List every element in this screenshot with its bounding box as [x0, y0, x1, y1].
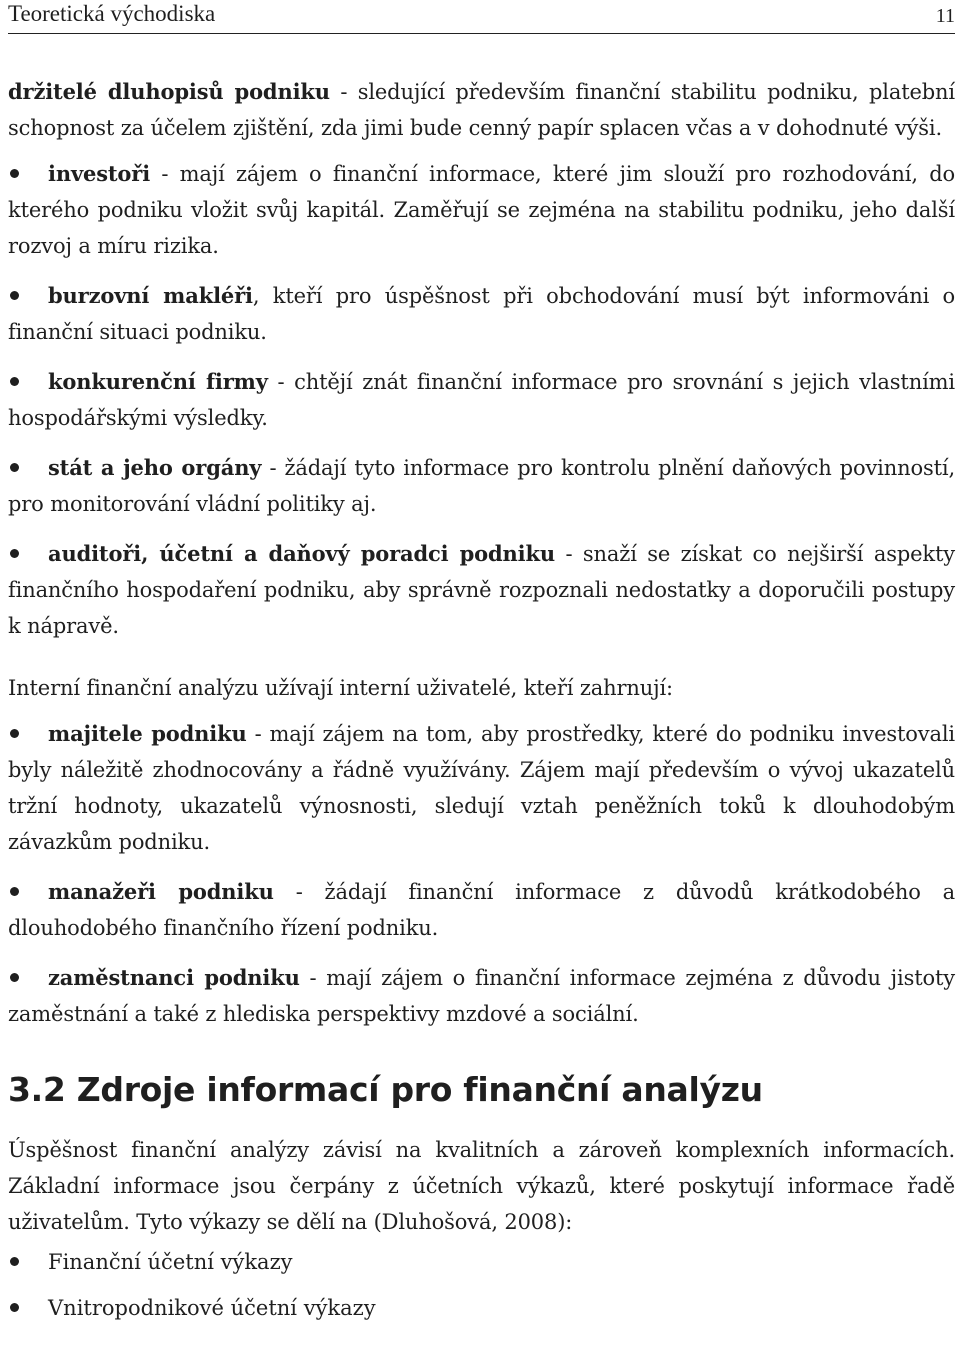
- list-item-competitors: [8, 364, 955, 436]
- bullet-icon: [8, 874, 48, 910]
- page-number: 11: [935, 5, 955, 27]
- description: - snaží se získat co nejširší aspekty finančního hospodaření podniku, aby správně rozpoznali nedostatky a doporučili postupy k nápravě.: [8, 542, 955, 638]
- list-item-managers: [8, 874, 955, 946]
- term: auditoři, účetní a daňový poradci podniku: [48, 541, 555, 566]
- term: zaměstnanci podniku: [48, 965, 300, 990]
- bullet-icon: [8, 716, 48, 752]
- term: stát a jeho orgány: [48, 455, 262, 480]
- list-item-bondholders: [8, 74, 955, 146]
- bullet-icon: [8, 1290, 48, 1326]
- term: investoři: [48, 161, 151, 186]
- document-page: [8, 0, 955, 1350]
- list-item-investors: [8, 156, 955, 264]
- header-section-title: Teoretická východiska: [8, 1, 216, 26]
- list-item-financial-reports: [8, 1244, 955, 1280]
- description: - žádají tyto informace pro kontrolu plnění daňových povinností, pro monitorování vládní politiky aj.: [8, 456, 955, 516]
- description: - sledující především finanční stabilitu podniku, platební schopnost za účelem zjištění, zda jimi bude cenný papír splacen včas a v dohodnuté výši.: [8, 80, 955, 140]
- section-paragraph: Úspěšnost finanční analýzy závisí na kvalitních a zároveň komplexních informacích. Základní informace jsou čerpány z účetních výkazů, které poskytují informace řadě uživatelům. Tyto výkazy se dělí na (Dluhošová, 2008):: [8, 1138, 955, 1234]
- description: - mají zájem o finanční informace zejména z důvodu jistoty zaměstnání a také z hlediska perspektivy mzdové a sociální.: [8, 966, 955, 1026]
- list-item-owners: [8, 716, 955, 860]
- description: - chtějí znát finanční informace pro srovnání s jejich vlastními hospodářskými výsledky.: [8, 370, 955, 430]
- bullet-icon: [8, 156, 48, 192]
- running-header: [8, 0, 955, 34]
- list-item-internal-reports: [8, 1290, 955, 1326]
- internal-intro: Interní finanční analýzu užívají interní uživatelé, kteří zahrnují:: [8, 676, 673, 700]
- list-item-auditors: [8, 536, 955, 644]
- description: , kteří pro úspěšnost při obchodování musí být informováni o finanční situaci podniku.: [8, 284, 955, 344]
- term: konkurenční firmy: [48, 369, 268, 394]
- section-heading: 3.2 Zdroje informací pro finanční analýzu: [8, 1070, 763, 1109]
- term: držitelé dluhopisů podniku: [8, 79, 330, 104]
- bullet-icon: [8, 278, 48, 314]
- body-text: [8, 74, 955, 1326]
- bullet-icon: [8, 960, 48, 996]
- list-item-label: Vnitropodnikové účetní výkazy: [48, 1296, 376, 1320]
- list-item-brokers: [8, 278, 955, 350]
- term: manažeři podniku: [48, 879, 274, 904]
- description: - mají zájem o finanční informace, které jim slouží pro rozhodování, do kterého podniku vložit svůj kapitál. Zaměřují se zejména na stabilitu podniku, jeho další rozvoj a míru rizika.: [8, 162, 955, 258]
- description: - mají zájem na tom, aby prostředky, které do podniku investovali byly náležitě zhodnocovány a řádně využívány. Zájem mají především o vývoj ukazatelů tržní hodnoty, ukazatelů výnosnosti, sledují vztah peněžních toků k dlouhodobým závazkům podniku.: [8, 722, 955, 854]
- bullet-icon: [8, 364, 48, 400]
- list-item-employees: [8, 960, 955, 1032]
- term: majitele podniku: [48, 721, 247, 746]
- list-item-state: [8, 450, 955, 522]
- term: burzovní makléři: [48, 283, 253, 308]
- bullet-icon: [8, 1244, 48, 1280]
- description: - žádají finanční informace z důvodů krátkodobého a dlouhodobého finančního řízení podniku.: [8, 880, 955, 940]
- bullet-icon: [8, 450, 48, 486]
- bullet-icon: [8, 536, 48, 572]
- list-item-label: Finanční účetní výkazy: [48, 1250, 293, 1274]
